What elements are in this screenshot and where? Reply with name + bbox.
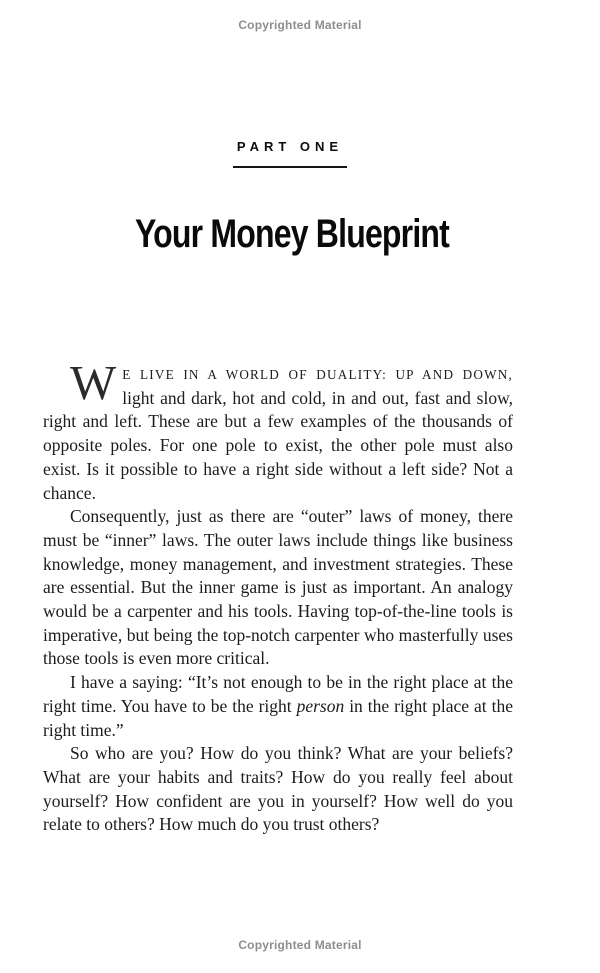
italic-text: person — [296, 695, 345, 716]
text-run: light and dark, hot and cold, in and out, fast and slow, right and left. These are but a few examples of the thousands of opposite poles. For one pole to exist, the other pole must also exist. Is it possible to have a right side without a left side? Not a chance. — [43, 387, 513, 503]
part-rule — [233, 166, 347, 168]
paragraph — [43, 505, 513, 671]
part-label: PART ONE — [236, 139, 344, 154]
paragraph — [43, 671, 513, 742]
drop-cap: W — [70, 355, 117, 410]
paragraph — [43, 742, 513, 837]
text-run: in the right place at the right time.” — [43, 695, 513, 740]
text-run: So who are you? How do you think? What are your beliefs? What are your habits and traits? How do you really feel about yourself? How confident are you in yourself? How well do you relate to others? How much do you trust others? — [43, 743, 513, 835]
text-run: Consequently, just as there are “outer” laws of money, there must be “inner” laws. The outer laws include things like business knowledge, money management, and investment strategies. These are essential. But the inner game is just as important. An analogy would be a carpenter and his tools. Having top-of-the-line tools is imperative, but being the top-notch carpenter who masterfully uses those tools is even more critical. — [43, 506, 513, 669]
lead-small-caps: E LIVE IN A WORLD OF DUALITY: UP AND DOWN, — [122, 367, 513, 382]
copyright-notice-top: Copyrighted Material — [238, 18, 362, 32]
chapter-title: Your Money Blueprint — [134, 212, 450, 256]
paragraph — [43, 355, 513, 505]
copyright-notice-bottom: Copyrighted Material — [238, 938, 362, 952]
text-run: I have a saying: “It’s not enough to be in the right place at the right time. You have to be the right — [43, 672, 513, 716]
body-text — [43, 355, 513, 837]
